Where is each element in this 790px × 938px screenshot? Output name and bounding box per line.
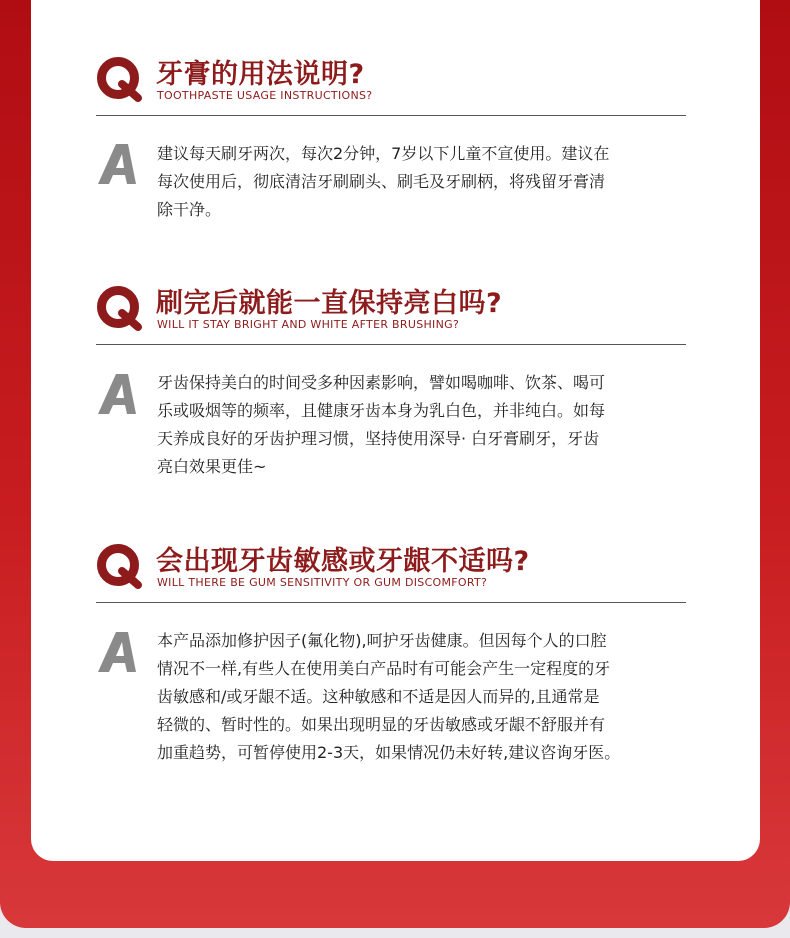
- a-letter-icon: [96, 142, 138, 184]
- answer-text: 本产品添加修护因子(氟化物),呵护牙齿健康。但因每个人的口腔 情况不一样,有些人在使用美白产品时有可能会产生一定程度的牙 齿敏感和/或牙龈不适。这种敏感和不适是因人而异的,且通常是 轻微的、暂时性的。如果出现明显的牙齿敏感或牙龈不舒服并有 加重趋势，可暂停使用2-3天，如果情况仍未好转,建议咨询牙医。: [157, 631, 621, 762]
- faq-item-1: [96, 56, 696, 219]
- q-letter-icon: [96, 56, 142, 102]
- a-letter-icon: [96, 630, 138, 672]
- faq-item-3: [96, 543, 696, 762]
- question-subtitle: WILL THERE BE GUM SENSITIVITY OR GUM DISCOMFORT?: [157, 576, 488, 589]
- answer-text: 牙齿保持美白的时间受多种因素影响，譬如喝咖啡、饮茶、喝可 乐或吸烟等的频率，且健康牙齿本身为乳白色，并非纯白。如每 天养成良好的牙齿护理习惯，坚持使用深导· 白牙膏刷牙，牙齿 亮白效果更佳~: [157, 373, 606, 476]
- question-subtitle: WILL IT STAY BRIGHT AND WHITE AFTER BRUSHING?: [157, 318, 460, 331]
- question-title: 会出现牙齿敏感或牙龈不适吗?: [156, 546, 530, 577]
- divider: [96, 602, 686, 603]
- question-row: [96, 285, 696, 345]
- question-title: 牙膏的用法说明?: [156, 59, 365, 90]
- question-row: [96, 56, 696, 116]
- answer-text: 建议每天刷牙两次，每次2分钟，7岁以下儿童不宣使用。建议在 每次使用后，彻底清洁牙刷刷头、刷毛及牙刷柄，将残留牙膏清 除干净。: [157, 144, 610, 219]
- faq-item-2: [96, 285, 696, 476]
- question-title: 刷完后就能一直保持亮白吗?: [156, 288, 503, 319]
- question-subtitle: TOOTHPASTE USAGE INSTRUCTIONS?: [157, 89, 373, 102]
- q-letter-icon: [96, 543, 142, 589]
- question-row: [96, 543, 696, 603]
- divider: [96, 115, 686, 116]
- a-letter-icon: [96, 372, 138, 414]
- divider: [96, 344, 686, 345]
- q-letter-icon: [96, 285, 142, 331]
